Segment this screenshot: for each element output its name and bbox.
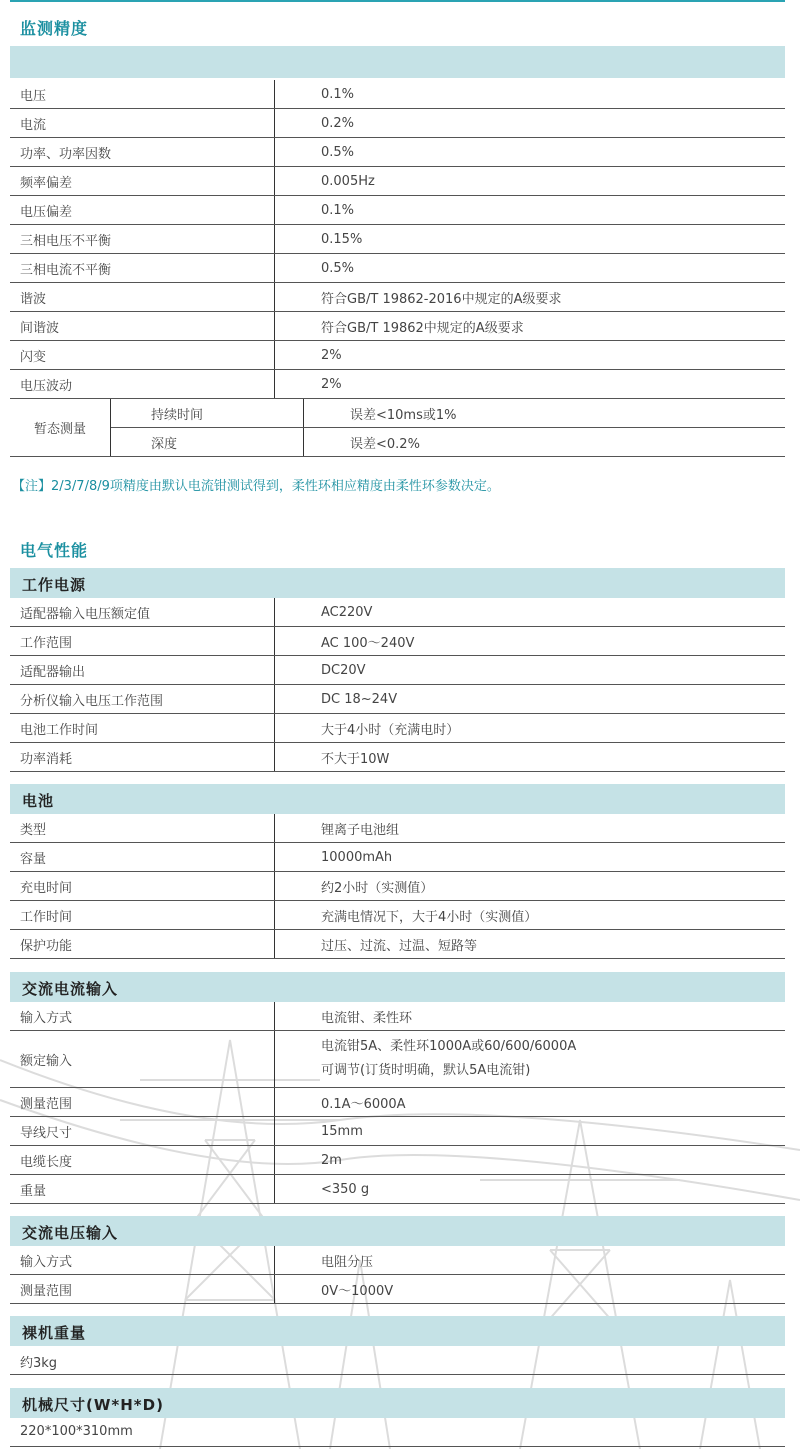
weight-row: 约3kg xyxy=(10,1346,785,1375)
table-row: 三相电流不平衡 0.5% xyxy=(10,254,785,283)
table-row: 电池工作时间 大于4小时（充满电时） xyxy=(10,714,785,743)
table-row: 电压 0.1% xyxy=(10,80,785,109)
top-accent-line xyxy=(10,0,785,2)
table-row: 分析仪输入电压工作范围 DC 18~24V xyxy=(10,685,785,714)
table-row: 适配器输出 DC20V xyxy=(10,656,785,685)
table-row: 闪变 2% xyxy=(10,341,785,370)
table-row: 导线尺寸 15mm xyxy=(10,1117,785,1146)
table-row: 电流 0.2% xyxy=(10,109,785,138)
table-row: 重量 <350 g xyxy=(10,1175,785,1204)
table-row: 容量 10000mAh xyxy=(10,843,785,872)
table-row: 间谐波 符合GB/T 19862中规定的A级要求 xyxy=(10,312,785,341)
table-row: 输入方式 电阻分压 xyxy=(10,1246,785,1275)
table-row: 功率、功率因数 0.5% xyxy=(10,138,785,167)
table-row: 类型 锂离子电池组 xyxy=(10,814,785,843)
transient-label: 暂态测量 xyxy=(10,399,111,457)
table-row: 充电时间 约2小时（实测值） xyxy=(10,872,785,901)
table-row: 暂态测量 持续时间 误差<10ms或1% xyxy=(10,399,785,428)
precision-note: 【注】2/3/7/8/9项精度由默认电流钳测试得到，柔性环相应精度由柔性环参数决定。 xyxy=(12,479,500,494)
dimensions-row: 220*100*310mm xyxy=(10,1418,785,1447)
transient-table xyxy=(10,399,785,457)
table-row: 频率偏差 0.005Hz xyxy=(10,167,785,196)
table-row: 测量范围 0.1A～6000A xyxy=(10,1088,785,1117)
table-row: 保护功能 过压、过流、过温、短路等 xyxy=(10,930,785,959)
precision-header-band xyxy=(10,46,785,78)
subheader-power: 工作电源 xyxy=(10,568,785,598)
subheader-weight: 裸机重量 xyxy=(10,1316,785,1346)
precision-table xyxy=(10,80,785,399)
power-table xyxy=(10,598,785,772)
table-row: 电压波动 2% xyxy=(10,370,785,399)
table-row: 三相电压不平衡 0.15% xyxy=(10,225,785,254)
section-title-precision: 监测精度 xyxy=(20,19,89,38)
ac-voltage-table xyxy=(10,1246,785,1304)
table-row: 输入方式 电流钳、柔性环 xyxy=(10,1002,785,1031)
section-title-electrical: 电气性能 xyxy=(20,541,89,560)
ac-current-table xyxy=(10,1002,785,1204)
table-row: 深度 误差<0.2% xyxy=(10,428,785,457)
battery-table xyxy=(10,814,785,959)
subheader-dimensions: 机械尺寸(W*H*D) xyxy=(10,1388,785,1418)
table-row: 测量范围 0V～1000V xyxy=(10,1275,785,1304)
table-row: 电压偏差 0.1% xyxy=(10,196,785,225)
table-row: 功率消耗 不大于10W xyxy=(10,743,785,772)
table-row: 额定输入 电流钳5A、柔性环1000A或60/600/6000A 可调节(订货时明确，默认5A电流钳) xyxy=(10,1031,785,1088)
table-row: 谐波 符合GB/T 19862-2016中规定的A级要求 xyxy=(10,283,785,312)
subheader-battery: 电池 xyxy=(10,784,785,814)
table-row: 工作时间 充满电情况下，大于4小时（实测值） xyxy=(10,901,785,930)
table-row: 工作范围 AC 100～240V xyxy=(10,627,785,656)
subheader-ac-current: 交流电流输入 xyxy=(10,972,785,1002)
table-row: 适配器输入电压额定值 AC220V xyxy=(10,598,785,627)
subheader-ac-voltage: 交流电压输入 xyxy=(10,1216,785,1246)
table-row: 电缆长度 2m xyxy=(10,1146,785,1175)
